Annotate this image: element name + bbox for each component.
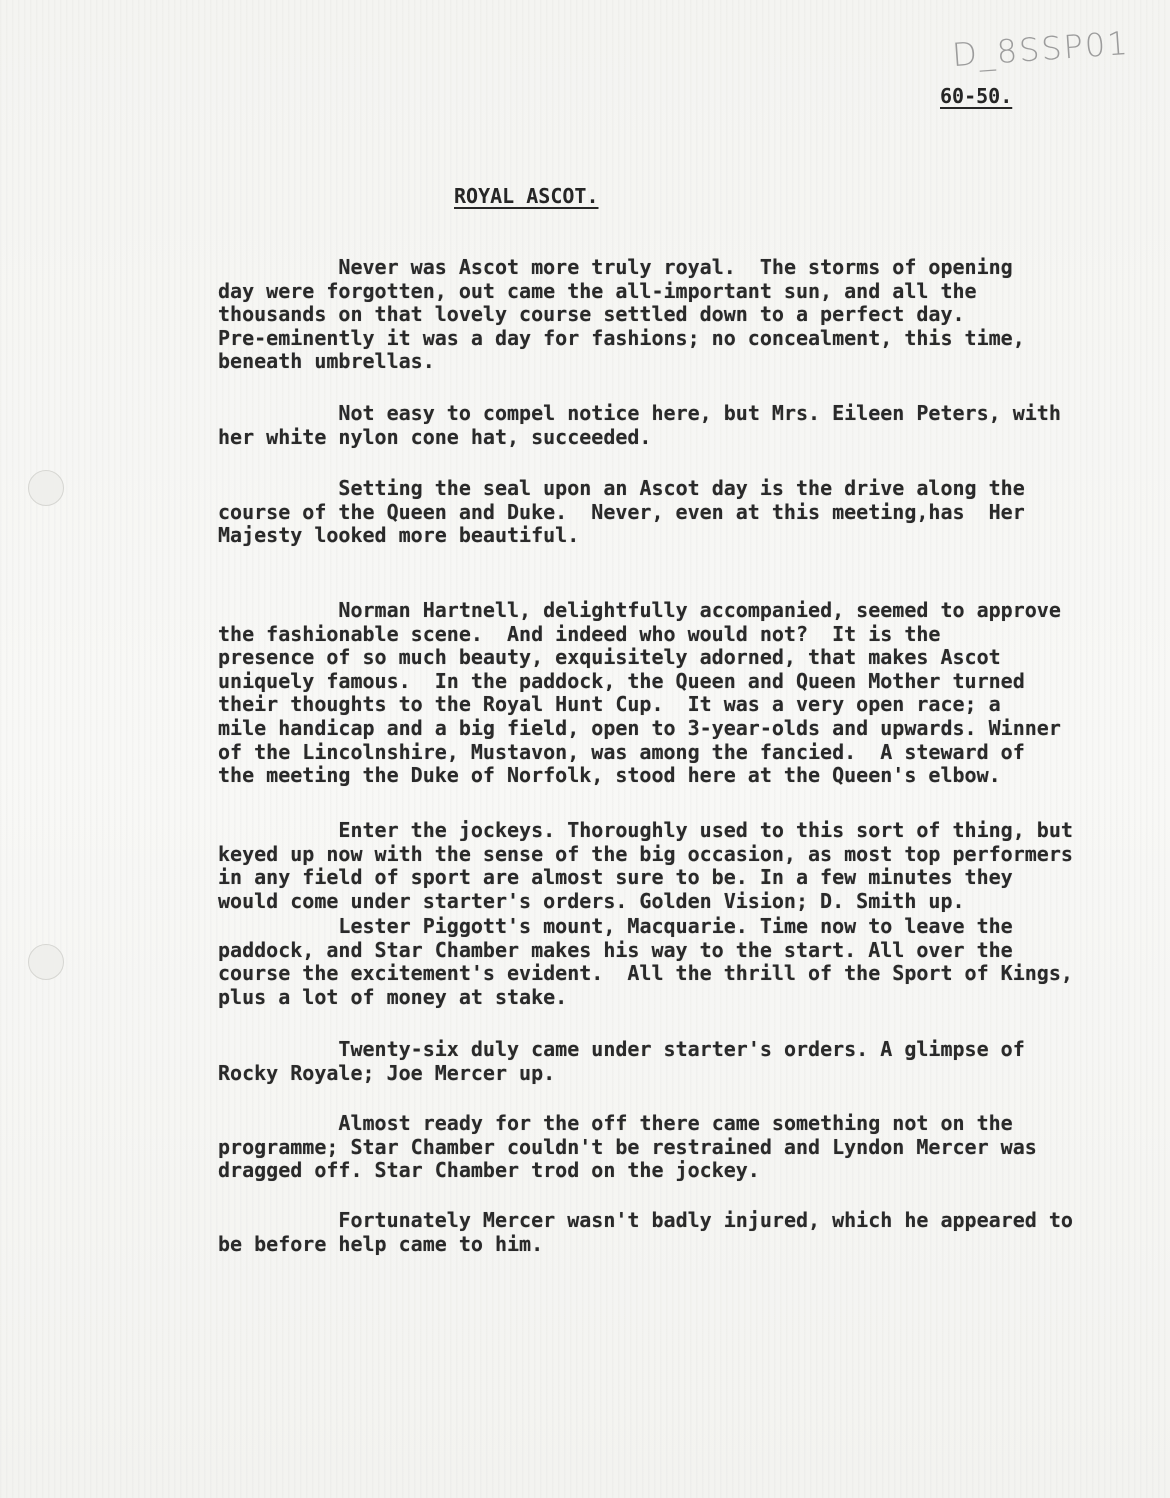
paragraph-5: Enter the jockeys. Thoroughly used to this sort of thing, but keyed up now with the sense of the big occasion, as most top performers in any field of sport are almost sure to be. In a few minutes they would come under starter's orders. Golden Vision; D. Smith up. [218, 818, 1073, 913]
punch-hole [28, 944, 64, 980]
paragraph-1: Never was Ascot more truly royal. The storms of opening day were forgotten, out came the all-important sun, and all the thousands on that lovely course settled down to a perfect day. Pre-eminently it was a day for fashions; no concealment, this time, beneath umbrellas. [218, 255, 1025, 374]
paragraph-9: Fortunately Mercer wasn't badly injured, which he appeared to be before help came to him. [218, 1208, 1073, 1256]
handwritten-reference: D_8SSP01 [950, 23, 1131, 75]
punch-hole [28, 470, 64, 506]
paragraph-8: Almost ready for the off there came something not on the programme; Star Chamber couldn't be restrained and Lyndon Mercer was dragged off. Star Chamber trod on the jockey. [218, 1111, 1037, 1183]
paragraph-2: Not easy to compel notice here, but Mrs. Eileen Peters, with her white nylon cone hat, succeeded. [218, 401, 1061, 449]
page-number: 60-50. [940, 84, 1013, 108]
paragraph-3: Setting the seal upon an Ascot day is the drive along the course of the Queen and Duke. Never, even at this meeting,has Her Majesty looked more beautiful. [218, 476, 1025, 548]
paragraph-4: Norman Hartnell, delightfully accompanied, seemed to approve the fashionable scene. And indeed who would not? It is the presence of so much beauty, exquisitely adorned, that makes Ascot uniquely famous. In the paddock, the Queen and Queen Mother turned their thoughts to the Royal Hunt Cup. It was a very open race; a mile handicap and a big field, open to 3-year-olds and upwards. Winner of the Lincolnshire, Mustavon, was among the fancied. A steward of the meeting the Duke of Norfolk, stood here at the Queen's elbow. [218, 598, 1061, 788]
paragraph-7: Twenty-six duly came under starter's orders. A glimpse of Rocky Royale; Joe Mercer up. [218, 1037, 1025, 1085]
paragraph-6: Lester Piggott's mount, Macquarie. Time now to leave the paddock, and Star Chamber makes his way to the start. All over the course the excitement's evident. All the thrill of the Sport of Kings, plus a lot of money at stake. [218, 914, 1073, 1009]
page-title: ROYAL ASCOT. [454, 184, 599, 208]
